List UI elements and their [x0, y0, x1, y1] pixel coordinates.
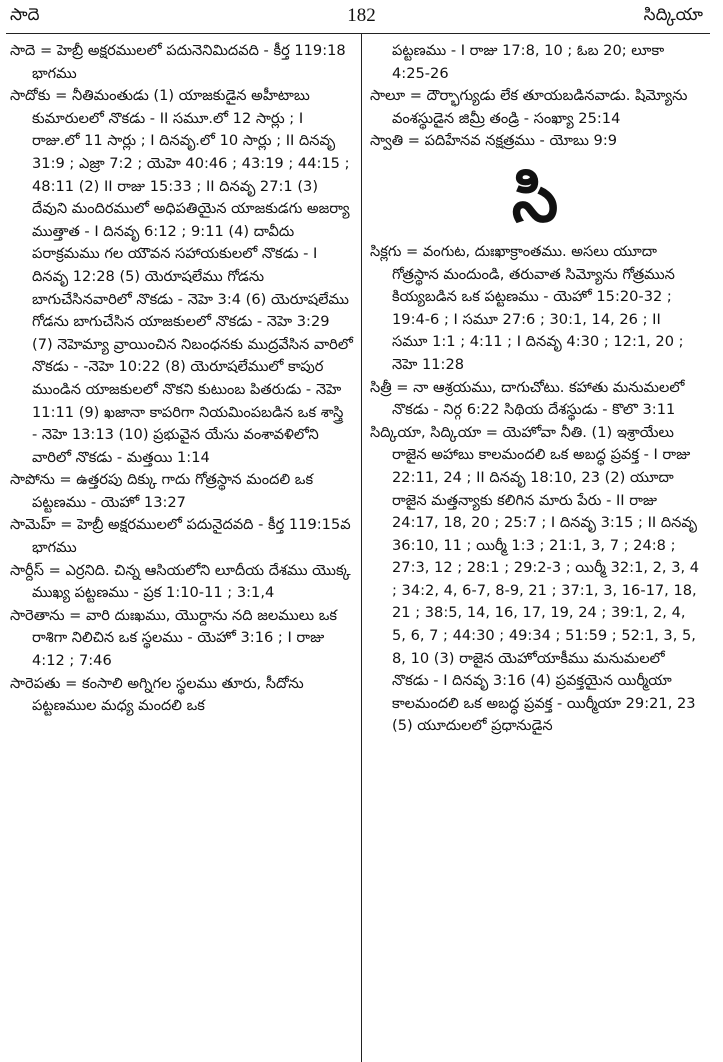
- running-head-left: సాదె: [10, 5, 40, 25]
- dictionary-entry-sardis: సార్దీస్ = ఎర్రనిది. చిన్న ఆసియలోని లూదీయ దేశము యొక్క ముఖ్య పట్టణము - ప్రక 1:10-11 ; 3:1,4: [10, 561, 351, 602]
- dictionary-entry-sameh: సామెహ్ = హెబ్రీ అక్షరములలో పదునైదవది - కీర్త 119:15వ భాగము: [10, 516, 351, 557]
- dictionary-entry-salu: సాలూ = దౌర్భాగ్యుడు లేక తూయబడినవాడు. షిమ్యోను వంశస్థుడైన జిమ్రీ తండ్రి - సంఖ్యా 25:14: [370, 87, 688, 127]
- section-letter-heading: సి: [511, 159, 559, 237]
- running-head-right: సిద్కియా: [643, 5, 703, 25]
- right-column: [370, 40, 700, 738]
- page-header: [0, 0, 723, 30]
- dictionary-entry-sadoku: సాదోకు = నీతిమంతుడు (1) యాజకుడైన అహీటాబు కుమారులలో నొకడు - II సమూ.లో 12 సార్లు ; I రాజు.లో 11 సార్లు ; I దినవృ.లో 10 సార్లు ; II దినవృ 31:9 ; ఎజ్రా 7:2 ; యెహె 40:46 ; 43:19 ; 44:15 ; 48:11 (2) II రాజు 15:33 ; II దినవృ 27:1 (3) దేవుని మందిరములో అధిపతియైన యాజకుడగు అజర్యా ముత్తాత - I దినవృ 6:12 ; 9:11 (4) దావీదు పరాక్రమము గల యౌవన సహాయకులలో నొకడు - I దినవృ 12:28 (5) యెరూషలేము గోడను బాగుచేసినవారిలో నొకడు - నెహె 3:4 (6) యెరూషలేము గోడను బాగుచేసిన యాజకులలో నొకడు - నెహె 3:29 (7) నెహెమ్యా వ్రాయించిన నిబంధనకు ముద్రవేసిన వారిలో నొకడు - -నెహె 10:22 (8) యెరూషలేములో కాపుర ముండిన యాజకులలో నొకని కుటుంబ పితరుడు - నెహె 11:11 (9) ఖజానా కాపరిగా నియమింపబడిన ఒక శాస్త్రి - నెహె 13:13 (10) ప్రభువైన యేసు వంశావళిలోని వారిలో నొకడు - మత్తయి 1:14: [10, 87, 353, 466]
- left-column: [10, 40, 353, 718]
- dictionary-entry-sarepatu: సారెపతు = కంసాలి అగ్నిగల స్థలము తూరు, సీదోను పట్టణముల మధ్య మందలి ఒక: [10, 674, 304, 715]
- header-rule: [6, 33, 710, 34]
- dictionary-entry-sade: సాదె = హెబ్రీ అక్షరములలో పదునెనిమిదవది - కీర్త 119:18 భాగము: [10, 42, 346, 82]
- dictionary-entry-sidkiya: సిద్కియా, సిద్కియా = యెహోవా నీతి. (1) ఇశ్రాయేలు రాజైన అహాబు కాలమందలి ఒక అబద్ధ ప్రవక్త - I రాజు 22:11, 24 ; II దినవృ 18:10, 23 (2) యూదా రాజైన మత్తన్యాకు కలిగిన మారు పేరు - II రాజు 24:17, 18, 20 ; 25:7 ; I దినవృ 3:15 ; II దినవృ 36:10, 11 ; యిర్మీ 1:3 ; 21:1, 3, 7 ; 24:8 ; 27:3, 12 ; 28:1 ; 29:2-3 ; యిర్మీ 32:1, 2, 3, 4 ; 34:2, 4, 6-7, 8-9, 21 ; 37:1, 3, 16-17, 18, 21 ; 38:5, 14, 16, 17, 19, 24 ; 39:1, 2, 4, 5, 6, 7 ; 44:30 ; 49:34 ; 51:59 ; 52:1, 3, 5, 8, 10 (3) రాజైన యెహోయాకీము మనుమలలో నొకడు - I దినవృ 3:16 (4) ప్రవక్తయైన యిర్మీయా కాలమందలి ఒక అబద్ధ ప్రవక్త - యిర్మీయా 29:21, 23 (5) యూదులలో ప్రధానుడైన: [370, 423, 700, 735]
- page-number: 182: [347, 5, 376, 26]
- dictionary-entry-saponu: సాపోను = ఉత్తరపు దిక్కు గాదు గోత్రస్థాన మందలి ఒక పట్టణము - యెహో 13:27: [10, 471, 314, 511]
- dictionary-entry-saretanu: సారెతాను = వారి దుఃఖము, యొర్దాను నది జలములు ఒక రాశిగా నిలిచిన ఒక స్థలము - యెహో 3:16 ; I రాజు 4:12 ; 7:46: [10, 606, 338, 670]
- dictionary-entry-sitri: సిత్రీ = నా ఆశ్రయము, దాగుచోటు. కహాతు మనుమలలో నొకడు - నిర్గ 6:22 సిథియ దేశస్థుడు - కొలొ 3:11: [370, 378, 685, 419]
- dictionary-entry-swati: స్వాతి = పదిహేనవ నక్షత్రము - యోబు 9:9: [370, 132, 618, 150]
- column-divider: [361, 34, 362, 1062]
- dictionary-entry-siklagu: సిక్లగు = వంగుట, దుఃఖాక్రాంతము. అసలు యూదా గోత్రస్థాన మందుండి, తరువాత సిమ్యోను గోత్రమున కియ్యబడిన ఒక పట్టణము - యెహో 15:20-32 ; 19:4-6 ; I సమూ 27:6 ; 30:1, 14, 26 ; II సమూ 1:1 ; 4:11 ; I దినవృ 4:30 ; 12:1, 20 ; నెహె 11:28: [370, 242, 684, 373]
- dictionary-entry-continued: పట్టణము - I రాజు 17:8, 10 ; ఓబ 20; లూకా 4:25-26: [392, 42, 665, 82]
